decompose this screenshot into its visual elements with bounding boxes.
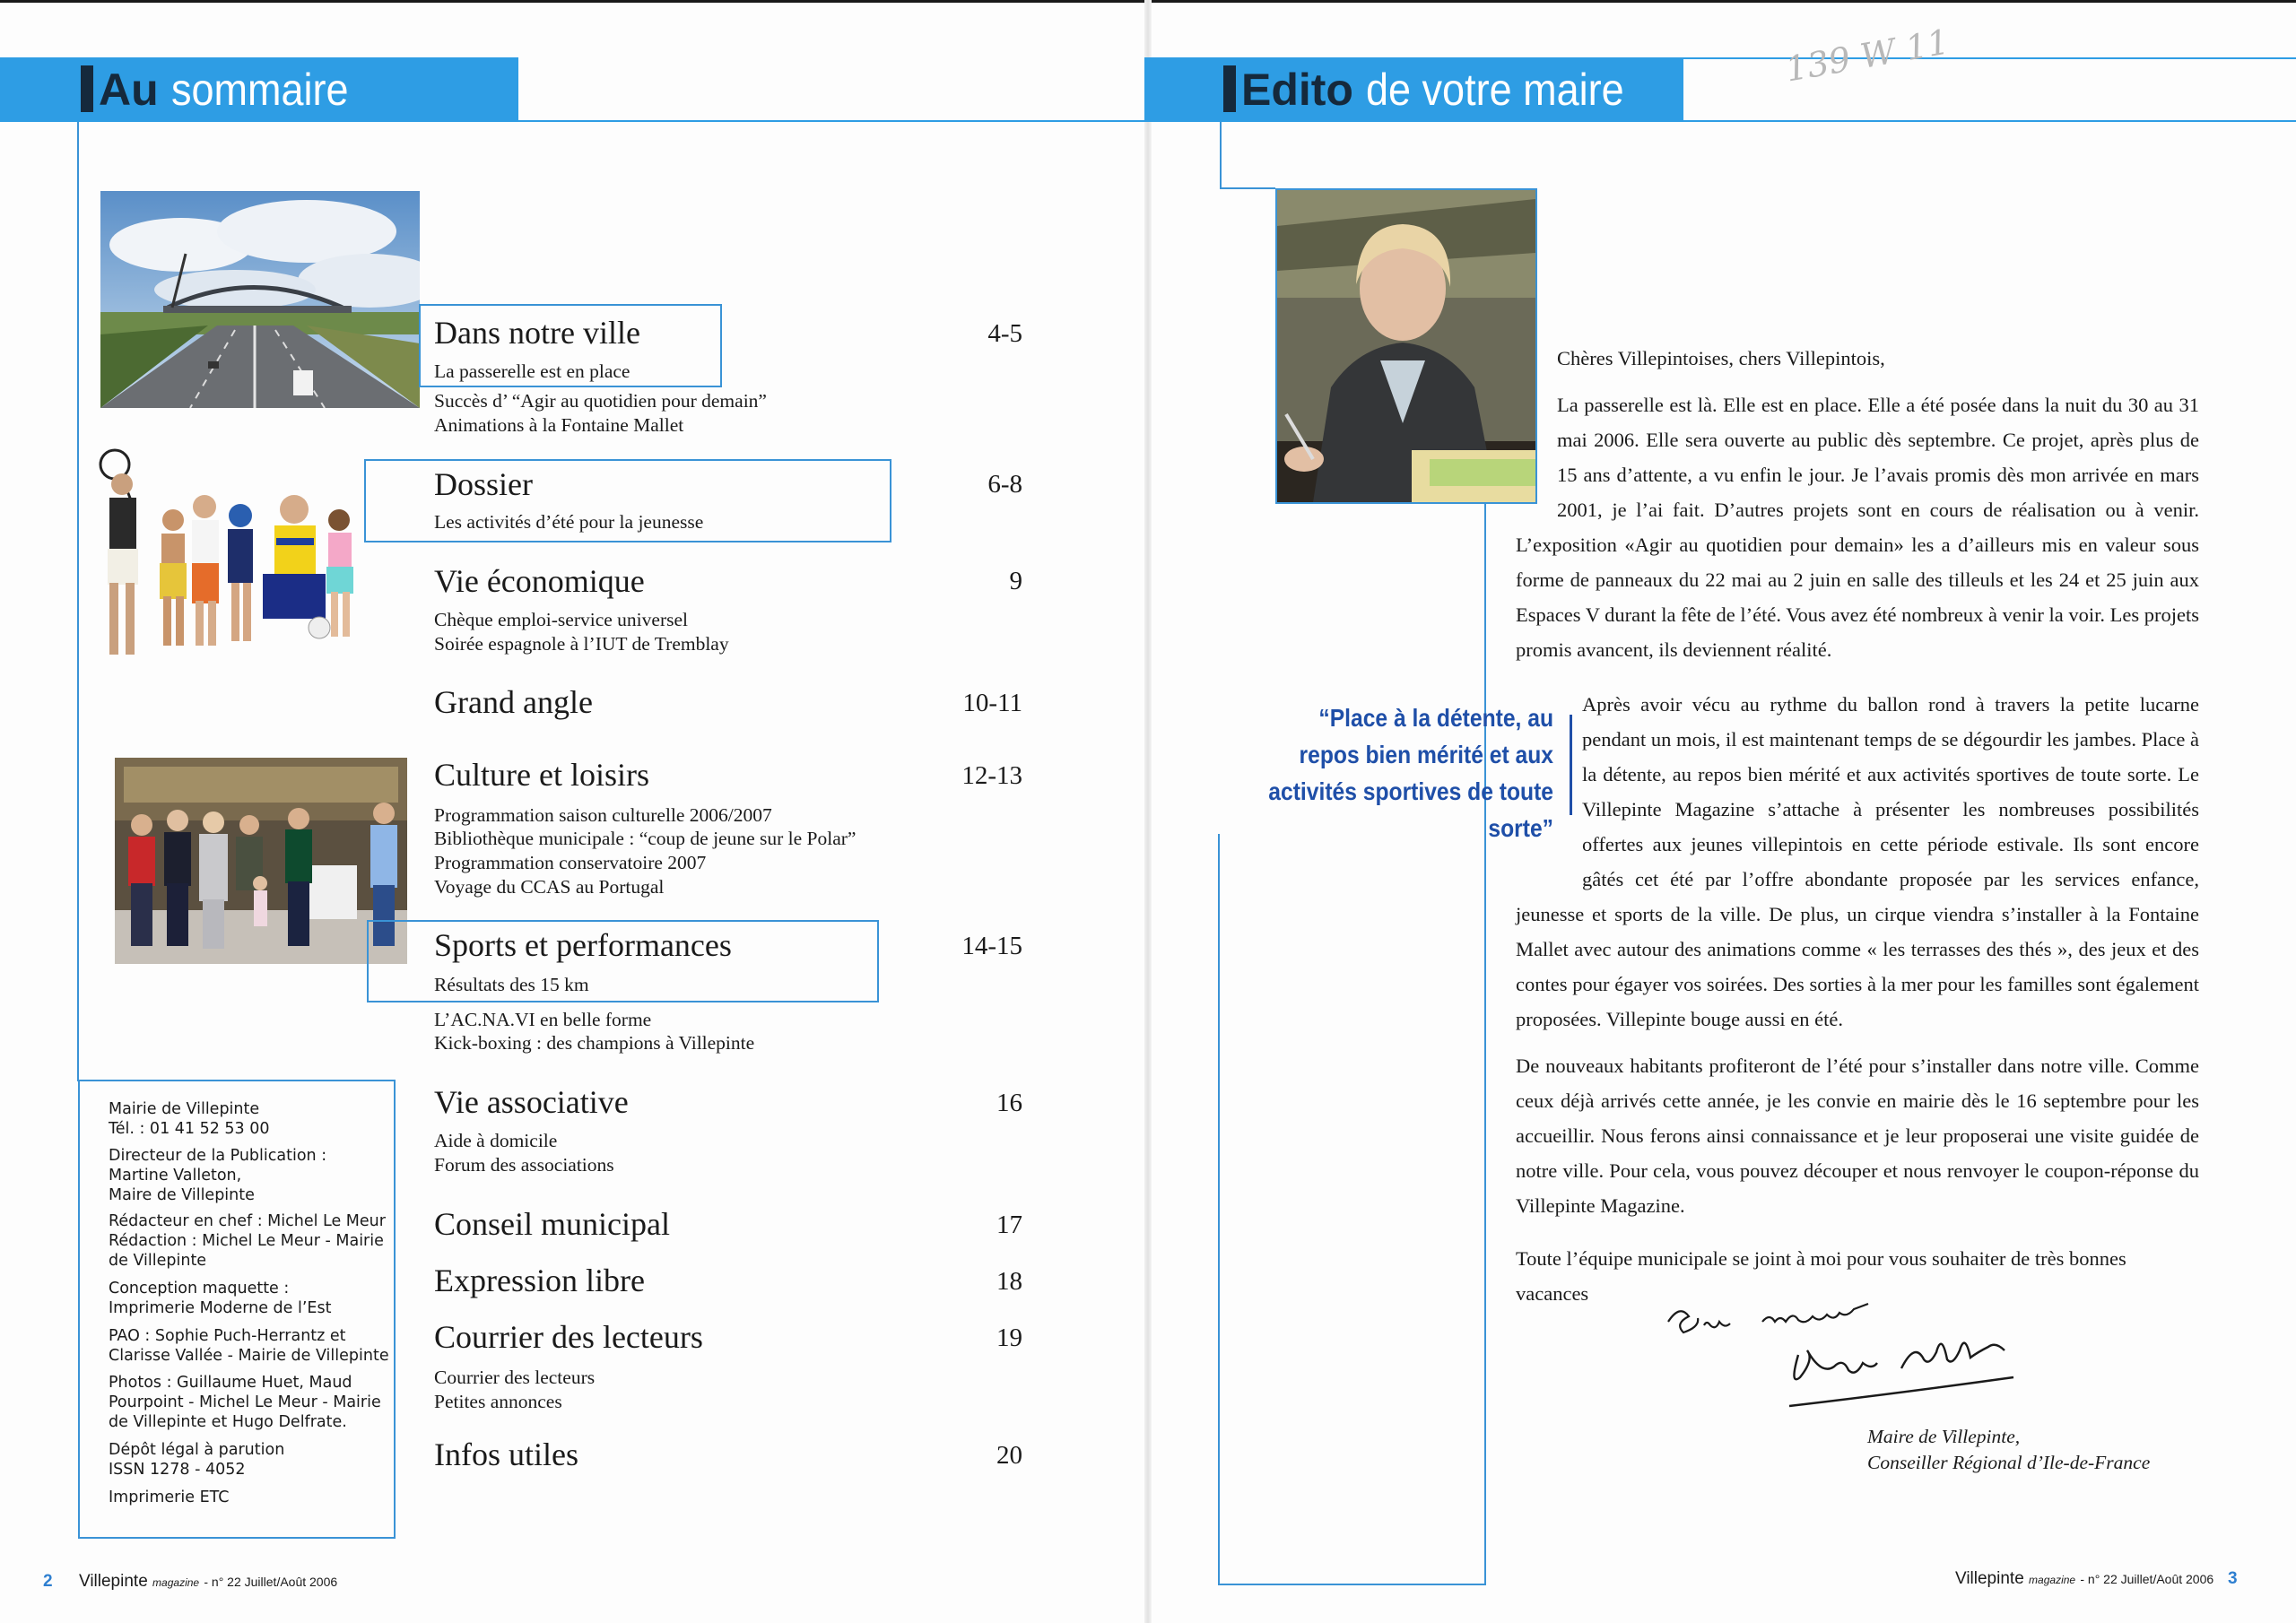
header-rule: [518, 120, 1144, 122]
header-accent-bar: [1223, 65, 1236, 112]
sommaire-header: [0, 57, 518, 122]
toc-sub-item: Bibliothèque municipale : “coup de jeune sur le Polar”: [434, 828, 857, 849]
toc-title-expression-libre[interactable]: Expression libre: [434, 1263, 645, 1298]
toc-sub-item: L’AC.NA.VI en belle forme: [434, 1009, 652, 1030]
toc-page-infos-utiles: 20: [996, 1441, 1022, 1470]
toc-sub-item: Petites annonces: [434, 1391, 562, 1412]
toc-sub-item: La passerelle est en place: [434, 360, 631, 382]
toc-sub-item: Aide à domicile: [434, 1130, 558, 1151]
toc-title-culture-loisirs[interactable]: Culture et loisirs: [434, 757, 649, 793]
credit-directeur: Directeur de la Publication : Martine Valleton, Maire de Villepinte: [109, 1147, 327, 1204]
credit-pao: PAO : Sophie Puch-Herrantz et Clarisse Vallée - Mairie de Villepinte: [109, 1327, 389, 1365]
toc-sub-item: Programmation conservatoire 2007: [434, 852, 707, 873]
toc-page-grand-angle: 10-11: [962, 689, 1022, 717]
page-number-right: 3: [2228, 1569, 2238, 1588]
toc-page-dans-notre-ville: 4-5: [987, 319, 1022, 348]
paragraph-text: Après avoir vécu au rythme du ballon rond à travers la petite lucarne pendant un mois, il est maintenant temps de se dégourdir les jambes. Place à la détente, au repos bien mérité et aux activités sportives de toute sorte. Le Villepinte Magazine s’attache à présenter les nombreuses possibilités offertes aux jeunes villepintois en cette période estivale. Ils sont encore gâtés cet été par l’offre abondante proposée par les services enfance, jeunesse et sports de la ville. De plus, un cirque viendra s’installer à la Fontaine Mallet avec autour des animations comme « les terrasses des thés », des jeux et des contes pour égayer vos soirées. Des sorties à la mer pour les familles sont également proposées. Villepinte bouge aussi en été.: [1516, 693, 2199, 1030]
credit-depot-legal: Dépôt légal à parution ISSN 1278 - 4052: [109, 1441, 285, 1479]
footer-issue: - n° 22 Juillet/Août 2006: [2080, 1572, 2214, 1586]
pull-quote: “Place à la détente, au repos bien mérité et aux activités sportives de toute sorte”: [1268, 704, 1553, 842]
edito-salutation: Chères Villepintoises, chers Villepintois,: [1557, 347, 1885, 369]
toc-sub-item: Voyage du CCAS au Portugal: [434, 876, 665, 898]
edito-paragraph-3: De nouveaux habitants profiteront de l’été pour s’installer dans notre ville. Comme ceux déjà arrivés cette année, je les convie en mairie dès le 16 septembre pour les accueillir. Nous ferons ainsi connaissance et je leur proposerai une visite guidée de notre ville. Pour cela, vous pouvez découper et nous renvoyer le coupon-réponse du Villepinte Magazine.: [1516, 1055, 2199, 1217]
header-rule: [1683, 120, 2296, 122]
edito-paragraph-2: [1516, 687, 2199, 1037]
footer-left: [79, 1572, 337, 1592]
left-margin-rule: [77, 122, 79, 1081]
toc-sub-item: Résultats des 15 km: [434, 974, 589, 995]
handwritten-signature: [1664, 1297, 2022, 1418]
footer-magazine-small: magazine: [2029, 1574, 2076, 1586]
toc-sub-item: Courrier des lecteurs: [434, 1367, 596, 1388]
toc-page-conseil-municipal: 17: [996, 1211, 1022, 1239]
toc-sub-item: Les activités d’été pour la jeunesse: [434, 511, 704, 533]
toc-sub-item: Chèque emploi-service universel: [434, 609, 688, 630]
spread-gutter: [1144, 0, 1152, 1623]
toc-title-sports[interactable]: Sports et performances: [434, 927, 732, 963]
toc-page-culture-loisirs: 12-13: [961, 761, 1022, 790]
edito-header: [1144, 57, 1683, 122]
header-accent-bar: [81, 65, 93, 112]
footer-magazine-small: magazine: [152, 1576, 200, 1589]
edito-frame-left-top: [1220, 122, 1222, 189]
signoff-title-2: Conseiller Régional d’Ile-de-France: [1867, 1452, 2151, 1473]
toc-title-infos-utiles[interactable]: Infos utiles: [434, 1436, 578, 1472]
toc-title-vie-economique[interactable]: Vie économique: [434, 563, 645, 599]
toc-page-vie-economique: 9: [1009, 567, 1022, 595]
photo-kids-summer-activities: [97, 448, 384, 668]
toc-title-vie-associative[interactable]: Vie associative: [434, 1084, 629, 1120]
toc-title-dossier[interactable]: Dossier: [434, 466, 533, 502]
pull-quote-bar: [1570, 715, 1572, 815]
toc-page-sports: 14-15: [961, 932, 1022, 960]
toc-title-courrier-lecteurs[interactable]: Courrier des lecteurs: [434, 1319, 703, 1355]
toc-page-expression-libre: 18: [996, 1267, 1022, 1296]
footer-right: [1955, 1569, 2213, 1589]
header-light-words: de votre maire: [1365, 65, 1624, 115]
edito-frame-top: [1220, 187, 1275, 189]
header-bold-word: Edito: [1241, 65, 1353, 115]
photo-group-ceremony: [115, 758, 407, 964]
toc-page-vie-associative: 16: [996, 1089, 1022, 1117]
toc-page-courrier-lecteurs: 19: [996, 1324, 1022, 1352]
toc-title-dans-notre-ville[interactable]: Dans notre ville: [434, 315, 640, 351]
toc-sub-item: Kick-boxing : des champions à Villepinte: [434, 1032, 755, 1054]
toc-sub-item: Succès d’ “Agir au quotidien pour demain”: [434, 390, 767, 412]
edito-frame-bottom: [1218, 1584, 1485, 1585]
header-light-words: sommaire: [170, 65, 349, 115]
edito-paragraph-1: [1516, 387, 2199, 667]
photo-mayor-portrait: [1275, 188, 1537, 504]
edito-frame-right: [1484, 502, 1486, 1585]
credit-redaction: Rédacteur en chef : Michel Le Meur Rédaction : Michel Le Meur - Mairie de Villepinte: [109, 1212, 386, 1270]
toc-page-dossier: 6-8: [987, 470, 1022, 499]
edito-paragraph-4: Toute l’équipe municipale se joint à moi pour vous souhaiter de très bonnes vacances: [1516, 1247, 2126, 1305]
edito-frame-left: [1218, 834, 1220, 1585]
footer-issue: - n° 22 Juillet/Août 2006: [204, 1575, 338, 1589]
page-number-left: 2: [43, 1572, 53, 1591]
credit-conception: Conception maquette : Imprimerie Moderne de l’Est: [109, 1280, 332, 1317]
footer-magazine-name: Villepinte: [79, 1572, 148, 1591]
credit-mairie: Mairie de Villepinte Tél. : 01 41 52 53 00: [109, 1100, 270, 1138]
toc-sub-item: Animations à la Fontaine Mallet: [434, 414, 684, 436]
footer-magazine-name: Villepinte: [1955, 1569, 2024, 1588]
toc-sub-item: Forum des associations: [434, 1154, 614, 1176]
portrait-wrap-spacer: [1516, 387, 1537, 527]
archive-handwritten-note: 139 W 11: [1782, 22, 1952, 90]
toc-sub-item: Programmation saison culturelle 2006/2007: [434, 804, 772, 826]
credit-photos: Photos : Guillaume Huet, Maud Pourpoint - Michel Le Meur - Mairie de Villepinte et Hugo Delfrate.: [109, 1374, 381, 1431]
toc-sub-item: Soirée espagnole à l’IUT de Tremblay: [434, 633, 729, 655]
paragraph-text: La passerelle est là. Elle est en place. Elle a été posée dans la nuit du 30 au 31 mai 2006. Elle sera ouverte au public dès septembre. Ce projet, après plus de 15 ans d’attente, a vu enfin le jour. Je l’avais promis dès mon arrivée en mars 2001, je l’ai fait. D’autres projets sont en cours de réalisation ou à venir. L’exposition «Agir au quotidien pour demain» les a d’ailleurs mis en valeur sous forme de panneaux du 22 mai au 2 juin en salle des tilleuls et les 24 et 25 juin aux Espaces V durant la fête de l’été. Vous avez été nombreux à venir la voir. Les projets promis avancent, ils deviennent réalité.: [1516, 394, 2199, 661]
header-bold-word: Au: [99, 65, 159, 115]
photo-highway-bridge: [100, 191, 420, 408]
toc-title-conseil-municipal[interactable]: Conseil municipal: [434, 1206, 670, 1242]
signoff-title-1: Maire de Villepinte,: [1867, 1426, 2021, 1447]
credit-imprimerie: Imprimerie ETC: [109, 1488, 230, 1506]
toc-title-grand-angle[interactable]: Grand angle: [434, 684, 593, 720]
